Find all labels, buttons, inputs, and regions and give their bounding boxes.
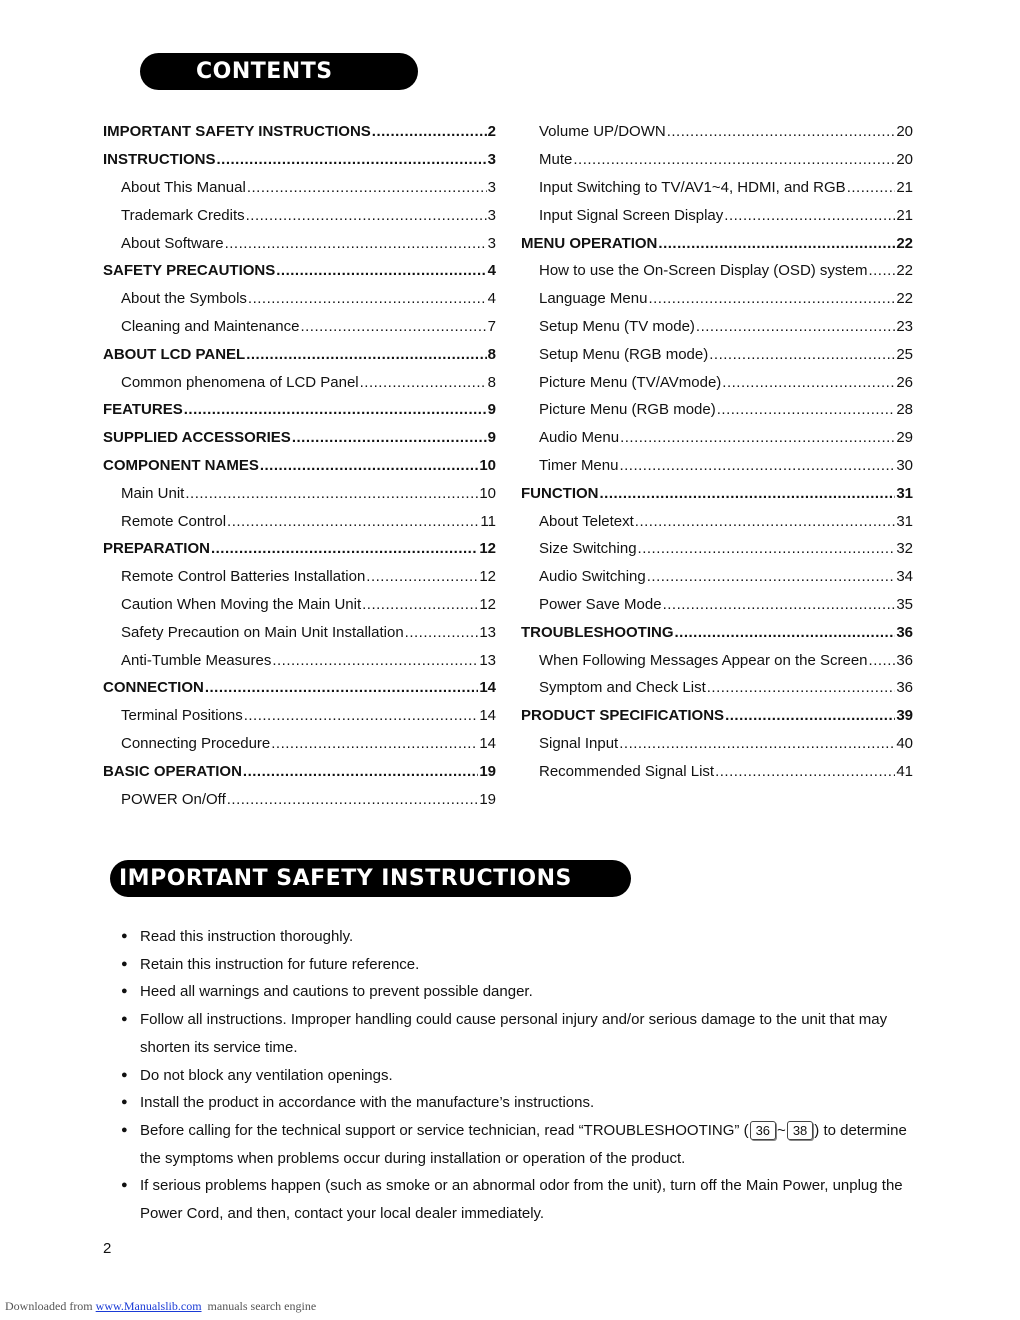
toc-entry-page: 12: [479, 568, 496, 586]
bullet-item: [121, 1117, 931, 1172]
toc-entry: [521, 174, 913, 202]
toc-entry-title: Connecting Procedure: [121, 734, 271, 752]
footer-suffix: manuals search engine: [201, 1299, 317, 1313]
toc-entry-title: About Teletext: [539, 512, 634, 530]
page-ref-book-icon: 38: [787, 1121, 813, 1140]
bullet-text: Follow all instructions. Improper handling could cause personal injury and/or serious damage to the unit that may shorten its service time.: [140, 1011, 888, 1056]
toc-dot-leader: [184, 401, 487, 418]
toc-dot-leader: [600, 485, 896, 502]
toc-entry: [103, 396, 496, 424]
toc-dot-leader: [658, 235, 895, 252]
toc-entry-title: Cleaning and Maintenance: [121, 317, 300, 335]
toc-entry-title: SUPPLIED ACCESSORIES: [103, 429, 291, 447]
contents-heading: CONTENTS: [140, 53, 418, 90]
toc-entry-title: When Following Messages Appear on the Screen: [539, 651, 868, 669]
toc-entry-page: 22: [896, 262, 913, 280]
toc-entry: [521, 229, 913, 257]
toc-entry-title: Setup Menu (TV mode): [539, 317, 695, 335]
safety-bullet-list: [121, 923, 931, 1228]
bullet-text: Retain this instruction for future reference.: [140, 955, 420, 973]
toc-entry-title: About Software: [121, 234, 224, 252]
bullet-text: If serious problems happen (such as smoke or an abnormal odor from the unit), turn off the Main Power, unplug the Power Cord, and then, contact your local dealer immediately.: [140, 1177, 903, 1223]
toc-entry: [521, 452, 913, 480]
toc-entry: [103, 785, 496, 813]
toc-dot-leader: [724, 207, 895, 224]
toc-dot-leader: [227, 791, 479, 808]
toc-entry-page: 21: [896, 206, 913, 224]
toc-entry-page: 26: [896, 373, 913, 391]
toc-entry-page: 36: [896, 679, 913, 697]
toc-entry-title: Symptom and Check List: [539, 679, 706, 697]
toc-entry-page: 3: [487, 178, 496, 196]
toc-entry-page: 8: [487, 373, 496, 391]
toc-dot-leader: [619, 457, 895, 474]
toc-entry-page: 20: [896, 151, 913, 169]
toc-entry: [521, 507, 913, 535]
toc-dot-leader: [217, 151, 487, 168]
toc-dot-leader: [243, 763, 478, 780]
toc-entry: [103, 229, 496, 257]
toc-dot-leader: [271, 735, 478, 752]
toc-entry-page: 3: [487, 234, 496, 252]
toc-dot-leader: [709, 346, 895, 363]
toc-entry-title: ABOUT LCD PANEL: [103, 345, 246, 363]
toc-entry: [521, 118, 913, 146]
toc-entry-page: 39: [896, 707, 913, 725]
bullet-item: [121, 923, 931, 951]
toc-entry-title: IMPORTANT SAFETY INSTRUCTIONS: [103, 123, 371, 141]
toc-entry: [521, 757, 913, 785]
toc-entry-title: Trademark Credits: [121, 206, 245, 224]
toc-entry-page: 3: [487, 206, 496, 224]
toc-entry-page: 14: [479, 707, 496, 725]
toc-dot-leader: [663, 596, 896, 613]
bullet-dot-icon: ●: [121, 930, 128, 942]
bullet-dot-icon: ●: [121, 1096, 128, 1109]
toc-entry-title: Audio Switching: [539, 568, 646, 586]
toc-entry: [103, 285, 496, 313]
toc-entry-page: 29: [896, 429, 913, 447]
toc-entry-page: 34: [896, 568, 913, 586]
toc-entry: [521, 730, 913, 758]
toc-entry-title: Input Switching to TV/AV1~4, HDMI, and RGB: [539, 178, 846, 196]
manualslib-link[interactable]: www.Manualslib.com: [95, 1299, 202, 1313]
toc-entry: [521, 563, 913, 591]
toc-entry: [103, 674, 496, 702]
toc-dot-leader: [360, 374, 487, 391]
toc-entry-title: Picture Menu (TV/AVmode): [539, 373, 722, 391]
toc-entry-page: 13: [479, 623, 496, 641]
toc-entry: [521, 646, 913, 674]
page-number: 2: [103, 1240, 112, 1257]
toc-entry: [103, 591, 496, 619]
toc-entry: [103, 757, 496, 785]
toc-entry-title: Setup Menu (RGB mode): [539, 345, 709, 363]
toc-dot-leader: [244, 707, 479, 724]
toc-entry-title: Input Signal Screen Display: [539, 206, 724, 224]
toc-entry-page: 11: [480, 512, 496, 530]
toc-dot-leader: [272, 652, 478, 669]
toc-entry-title: Volume UP/DOWN: [539, 123, 666, 141]
bullet-dot-icon: ●: [121, 1179, 128, 1192]
toc-entry: [103, 340, 496, 368]
toc-dot-leader: [300, 318, 486, 335]
toc-entry: [521, 702, 913, 730]
toc-entry-page: 7: [487, 317, 496, 335]
toc-dot-leader: [869, 652, 896, 669]
bullet-text: Heed all warnings and cautions to prevent possible danger.: [140, 983, 533, 1001]
toc-entry: [521, 313, 913, 341]
toc-entry-page: 10: [479, 484, 496, 502]
toc-entry-page: 8: [487, 345, 496, 363]
toc-entry-title: Main Unit: [121, 484, 185, 502]
toc-dot-leader: [620, 429, 895, 446]
toc-entry: [103, 452, 496, 480]
toc-entry-title: Power Save Mode: [539, 595, 662, 613]
toc-entry-page: 41: [896, 762, 913, 780]
bullet-item: [121, 1006, 931, 1061]
toc-dot-leader: [667, 123, 896, 140]
toc-dot-leader: [260, 457, 478, 474]
toc-entry-page: 2: [487, 123, 496, 141]
toc-entry: [103, 313, 496, 341]
toc-entry-title: Remote Control Batteries Installation: [121, 568, 366, 586]
toc-entry-title: Signal Input: [539, 734, 619, 752]
toc-dot-leader: [405, 624, 479, 641]
toc-dot-leader: [292, 429, 487, 446]
toc-entry-page: 40: [896, 734, 913, 752]
bullet-item: [121, 978, 931, 1006]
bullet-text: [140, 1117, 931, 1172]
toc-dot-leader: [725, 707, 895, 724]
toc-entry: [521, 479, 913, 507]
toc-entry-title: Recommended Signal List: [539, 762, 715, 780]
toc-dot-leader: [247, 179, 487, 196]
toc-entry-title: Safety Precaution on Main Unit Installation: [121, 623, 404, 641]
toc-entry-title: PRODUCT SPECIFICATIONS: [521, 707, 725, 725]
bullet-text-part: Before calling for the technical support or service technician, read “TROUBLESHOOTING” (: [140, 1121, 749, 1139]
toc-dot-leader: [246, 207, 487, 224]
bullet-item: [121, 1089, 931, 1117]
toc-dot-leader: [847, 179, 896, 196]
toc-entry: [521, 146, 913, 174]
toc-entry-page: 21: [896, 178, 913, 196]
toc-dot-leader: [248, 290, 487, 307]
toc-entry: [103, 702, 496, 730]
toc-entry-title: Anti-Tumble Measures: [121, 651, 272, 669]
toc-entry-page: 12: [479, 595, 496, 613]
page-ref-book-icon: 36: [750, 1121, 776, 1140]
toc-entry-page: 25: [896, 345, 913, 363]
toc-dot-leader: [619, 735, 895, 752]
toc-entry: [103, 479, 496, 507]
toc-entry: [521, 285, 913, 313]
toc-entry-page: 13: [479, 651, 496, 669]
toc-entry-title: Picture Menu (RGB mode): [539, 401, 716, 419]
toc-entry-page: 14: [479, 679, 496, 697]
toc-entry: [103, 618, 496, 646]
toc-dot-leader: [635, 513, 896, 530]
toc-dot-leader: [205, 679, 478, 696]
toc-entry-page: 22: [896, 290, 913, 308]
bullet-dot-icon: ●: [121, 985, 128, 998]
toc-entry-page: 31: [896, 484, 913, 502]
toc-entry-title: MENU OPERATION: [521, 234, 658, 252]
footer-prefix: Downloaded from: [5, 1299, 96, 1313]
toc-dot-leader: [573, 151, 895, 168]
toc-entry-title: POWER On/Off: [121, 790, 226, 808]
toc-entry-title: SAFETY PRECAUTIONS: [103, 262, 276, 280]
toc-entry-page: 10: [479, 456, 496, 474]
toc-dot-leader: [648, 290, 895, 307]
toc-entry-page: 36: [896, 651, 913, 669]
toc-entry-page: 35: [896, 595, 913, 613]
bullet-item: [121, 1062, 931, 1090]
toc-entry-title: About the Symbols: [121, 290, 247, 308]
toc-dot-leader: [225, 235, 487, 252]
toc-dot-leader: [647, 568, 896, 585]
ref-separator: ~: [777, 1121, 786, 1139]
toc-entry-page: 28: [896, 401, 913, 419]
toc-entry-title: Remote Control: [121, 512, 227, 530]
toc-entry-title: Terminal Positions: [121, 707, 243, 725]
toc-entry: [103, 730, 496, 758]
toc-entry-page: 23: [896, 317, 913, 335]
toc-entry-page: 19: [479, 762, 496, 780]
toc-entry: [103, 507, 496, 535]
toc-entry-title: PREPARATION: [103, 540, 210, 558]
toc-entry: [521, 396, 913, 424]
toc-entry: [521, 368, 913, 396]
toc-entry: [103, 646, 496, 674]
toc-entry-page: 12: [479, 540, 496, 558]
toc-entry-title: Common phenomena of LCD Panel: [121, 373, 359, 391]
toc-entry-page: 20: [896, 123, 913, 141]
toc-entry-page: 4: [487, 262, 496, 280]
toc-entry-title: COMPONENT NAMES: [103, 456, 259, 474]
toc-entry-page: 4: [487, 290, 496, 308]
toc-dot-leader: [211, 540, 478, 557]
bullet-item: [121, 1172, 931, 1227]
toc-entry: [521, 591, 913, 619]
bullet-dot-icon: ●: [121, 957, 128, 970]
toc-entry: [103, 563, 496, 591]
toc-dot-leader: [715, 763, 895, 780]
toc-dot-leader: [707, 679, 896, 696]
toc-entry: [103, 535, 496, 563]
toc-entry: [521, 340, 913, 368]
toc-dot-leader: [246, 346, 486, 363]
toc-dot-leader: [276, 262, 486, 279]
toc-entry-title: Language Menu: [539, 290, 648, 308]
toc-entry-title: TROUBLESHOOTING: [521, 623, 674, 641]
toc-entry: [521, 424, 913, 452]
toc-dot-leader: [696, 318, 895, 335]
toc-entry-title: BASIC OPERATION: [103, 762, 242, 780]
toc-dot-leader: [227, 513, 479, 530]
toc-entry-title: How to use the On-Screen Display (OSD) system: [539, 262, 868, 280]
toc-entry-page: 31: [896, 512, 913, 530]
toc-left-column: [103, 118, 496, 813]
toc-entry-page: 9: [487, 401, 496, 419]
toc-entry-title: Audio Menu: [539, 429, 620, 447]
toc-entry: [521, 257, 913, 285]
bullet-dot-icon: ●: [121, 1068, 128, 1081]
toc-dot-leader: [675, 624, 896, 641]
toc-entry-page: 9: [487, 429, 496, 447]
bullet-dot-icon: ●: [121, 1013, 128, 1026]
toc-dot-leader: [868, 262, 895, 279]
toc-entry: [103, 257, 496, 285]
toc-entry: [103, 146, 496, 174]
toc-entry-title: CONNECTION: [103, 679, 204, 697]
toc-entry-title: FUNCTION: [521, 484, 599, 502]
toc-dot-leader: [722, 374, 895, 391]
bullet-text: Install the product in accordance with the manufacture’s instructions.: [140, 1094, 595, 1112]
toc-entry-title: Timer Menu: [539, 456, 619, 474]
toc-entry-title: FEATURES: [103, 401, 183, 419]
toc-entry-title: Caution When Moving the Main Unit: [121, 595, 362, 613]
toc-entry: [521, 201, 913, 229]
toc-entry-page: 22: [896, 234, 913, 252]
toc-entry-page: 30: [896, 456, 913, 474]
toc-dot-leader: [362, 596, 478, 613]
toc-dot-leader: [185, 485, 478, 502]
toc-entry: [103, 201, 496, 229]
toc-entry: [103, 424, 496, 452]
toc-entry-page: 14: [479, 734, 496, 752]
bullet-text: Read this instruction thoroughly.: [140, 928, 354, 945]
toc-entry-page: 36: [896, 623, 913, 641]
bullet-item: [121, 951, 931, 979]
bullet-text-part: ) to determine the symptoms when problems occur during installation or operation of the product.: [140, 1121, 907, 1167]
toc-entry-page: 32: [896, 540, 913, 558]
toc-entry-title: INSTRUCTIONS: [103, 151, 216, 169]
bullet-dot-icon: ●: [121, 1123, 128, 1136]
toc-entry-title: Size Switching: [539, 540, 637, 558]
toc-entry: [103, 118, 496, 146]
toc-entry-title: About This Manual: [121, 178, 246, 196]
safety-heading: IMPORTANT SAFETY INSTRUCTIONS: [110, 860, 631, 897]
toc-entry: [103, 174, 496, 202]
toc-entry-page: 19: [479, 790, 496, 808]
toc-entry-page: 3: [487, 151, 496, 169]
toc-entry: [103, 368, 496, 396]
toc-dot-leader: [638, 540, 896, 557]
bullet-text: Do not block any ventilation openings.: [140, 1066, 393, 1084]
toc-dot-leader: [372, 123, 487, 140]
toc-right-column: [521, 118, 913, 785]
toc-entry: [521, 618, 913, 646]
toc-entry: [521, 674, 913, 702]
toc-entry-title: Mute: [539, 151, 573, 169]
toc-entry: [521, 535, 913, 563]
toc-dot-leader: [366, 568, 478, 585]
toc-dot-leader: [717, 401, 896, 418]
footer: [5, 1299, 316, 1314]
